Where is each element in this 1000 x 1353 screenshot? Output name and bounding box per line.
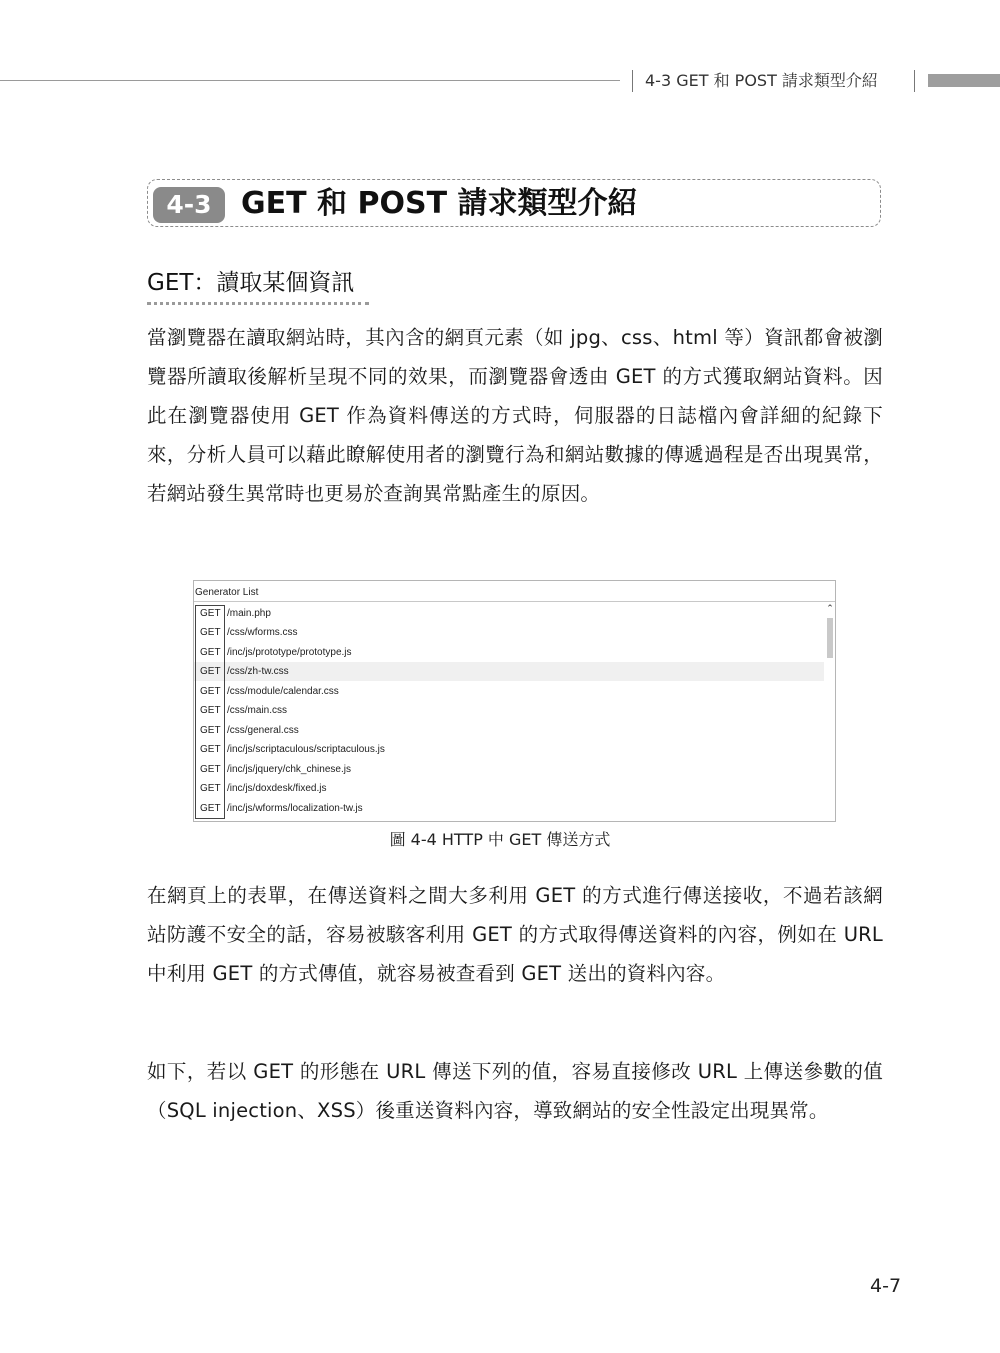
request-method: GET — [200, 783, 221, 794]
request-method: GET — [200, 764, 221, 775]
header-rule — [0, 80, 620, 81]
request-method: GET — [200, 686, 221, 697]
header-tab-block — [928, 74, 1000, 87]
generator-list-screenshot — [193, 580, 836, 822]
request-method: GET — [200, 666, 221, 677]
request-path: /main.php — [227, 608, 271, 619]
paragraph-get-url-params: 如下，若以 GET 的形態在 URL 傳送下列的值，容易直接修改 URL 上傳送參數的值（SQL injection、XSS）後重送資料內容，導致網站的安全性設定出現異常。 — [147, 1060, 883, 1122]
running-header-title: 4-3 GET 和 POST 請求類型介紹 — [645, 71, 878, 90]
scrollbar-thumb[interactable] — [827, 618, 833, 658]
request-path: /css/wforms.css — [227, 627, 298, 638]
request-path: /inc/js/prototype/prototype.js — [227, 647, 352, 658]
request-path: /inc/js/scriptaculous/scriptaculous.js — [227, 744, 385, 755]
section-title: GET 和 POST 請求類型介紹 — [241, 186, 638, 221]
request-method: GET — [200, 803, 221, 814]
request-path: /inc/js/doxdesk/fixed.js — [227, 783, 327, 794]
list-item[interactable] — [194, 643, 824, 662]
request-method: GET — [200, 744, 221, 755]
page-number: 4-7 — [870, 1275, 902, 1297]
request-method: GET — [200, 647, 221, 658]
request-path: /css/module/calendar.css — [227, 686, 339, 697]
list-item[interactable] — [194, 662, 824, 681]
request-list — [194, 601, 835, 822]
section-number-badge: 4-3 — [153, 187, 225, 223]
get-method-highlight-box — [195, 605, 225, 819]
list-scrollbar[interactable] — [825, 601, 835, 821]
request-path: /css/main.css — [227, 705, 288, 716]
list-item[interactable] — [194, 604, 824, 623]
subheading-underline — [147, 302, 369, 305]
chevron-up-icon[interactable]: ⌃ — [826, 603, 834, 613]
list-item[interactable] — [194, 799, 824, 818]
list-item[interactable] — [194, 740, 824, 759]
header-divider-right — [914, 70, 915, 92]
paragraph-get-intro: 當瀏覽器在讀取網站時，其內含的網頁元素（如 jpg、css、html 等）資訊都會被瀏覽器所讀取後解析呈現不同的效果，而瀏覽器會透由 GET 的方式獲取網站資料。因此在瀏覽器使用 GET 作為資料傳送的方式時，伺服器的日誌檔內會詳細的紀錄下來，分析人員可以藉此瞭解使用者的瀏覽行為和網站數據的傳遞過程是否出現異常，若網站發生異常時也更易於查詢異常點產生的原因。 — [147, 326, 883, 505]
request-path: /inc/js/wforms/localization-tw.js — [227, 803, 363, 814]
subheading: GET：讀取某個資訊 — [147, 270, 355, 296]
request-method: GET — [200, 705, 221, 716]
list-item[interactable] — [194, 760, 824, 779]
header-divider-left — [632, 70, 633, 92]
request-method: GET — [200, 608, 221, 619]
list-item[interactable] — [194, 701, 824, 720]
list-item[interactable] — [194, 721, 824, 740]
request-path: /inc/js/jquery/chk_chinese.js — [227, 764, 351, 775]
list-item[interactable] — [194, 623, 824, 642]
request-path: /css/zh-tw.css — [227, 666, 289, 677]
paragraph-get-forms: 在網頁上的表單，在傳送資料之間大多利用 GET 的方式進行傳送接收，不過若該網站防護不安全的話，容易被駭客利用 GET 的方式取得傳送資料的內容，例如在 URL 中利用 GET 的方式傳值，就容易被查看到 GET 送出的資料內容。 — [147, 884, 883, 985]
list-item[interactable] — [194, 779, 824, 798]
list-item[interactable] — [194, 682, 824, 701]
request-method: GET — [200, 725, 221, 736]
request-method: GET — [200, 627, 221, 638]
request-path: /css/general.css — [227, 725, 299, 736]
figure-caption: 圖 4-4 HTTP 中 GET 傳送方式 — [389, 830, 611, 849]
generator-list-label: Generator List — [195, 587, 259, 598]
